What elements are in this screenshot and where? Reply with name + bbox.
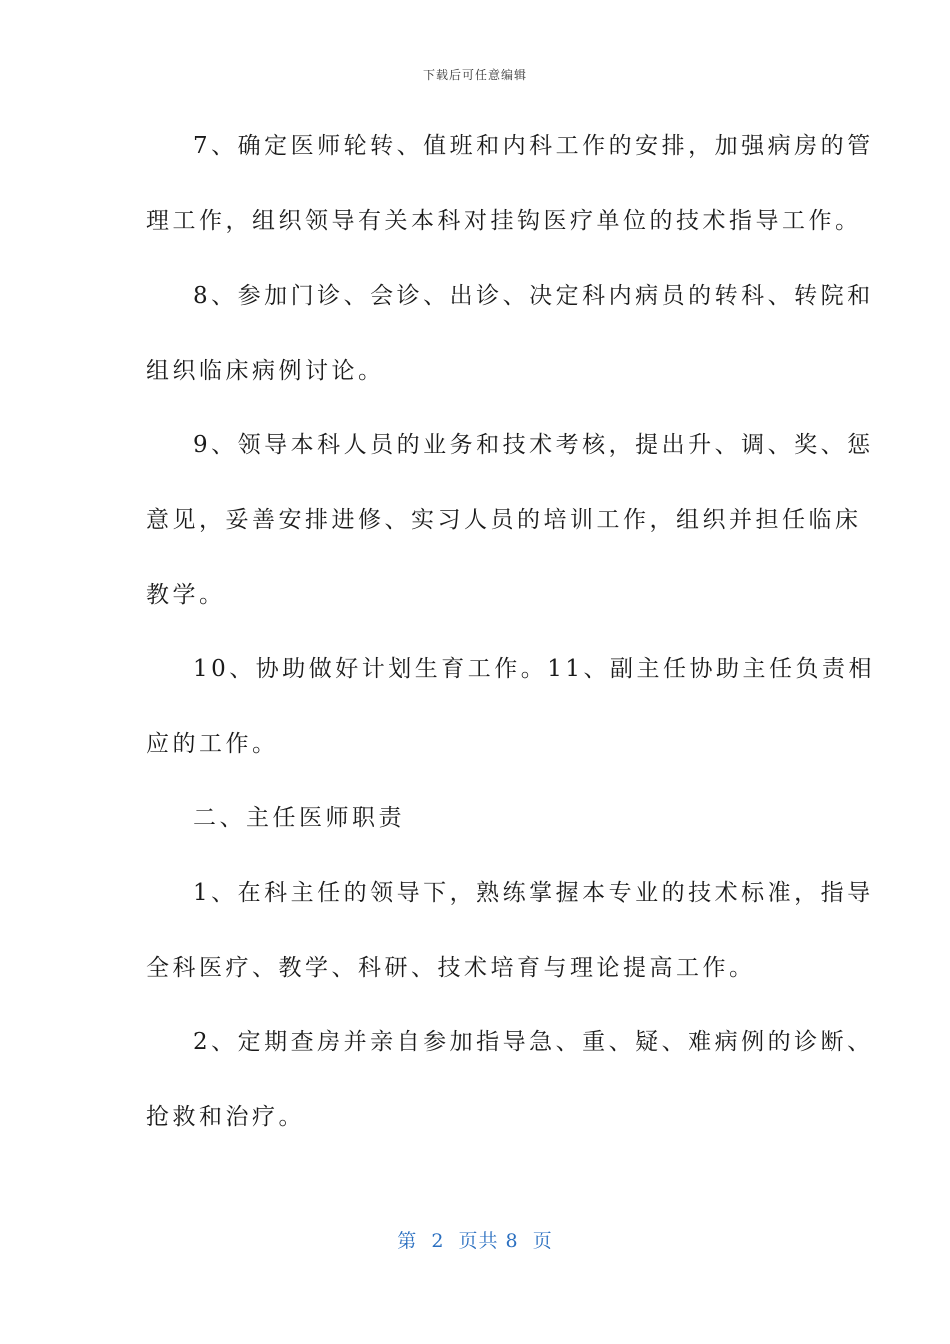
paragraph-line: 应的工作。 bbox=[146, 731, 279, 757]
paragraph-line: 7、确定医师轮转、值班和内科工作的安排，加强病房的管 bbox=[193, 133, 874, 159]
section-heading: 二、主任医师职责 bbox=[193, 805, 405, 831]
paragraph-line: 教学。 bbox=[146, 582, 226, 608]
header-note: 下载后可任意编辑 bbox=[422, 68, 527, 82]
paragraph-line: 1、在科主任的领导下，熟练掌握本专业的技术标准，指导 bbox=[193, 880, 874, 906]
paragraph-line: 9、领导本科人员的业务和技术考核，提出升、调、奖、惩 bbox=[193, 432, 874, 458]
paragraph-line: 全科医疗、教学、科研、技术培育与理论提高工作。 bbox=[146, 955, 756, 981]
page-number-footer: 第 2 页共 8 页 bbox=[397, 1230, 553, 1252]
paragraph-line: 10、协助做好计划生育工作。11、副主任协助主任负责相 bbox=[193, 656, 876, 682]
paragraph-line: 8、参加门诊、会诊、出诊、决定科内病员的转科、转院和 bbox=[193, 283, 874, 309]
paragraph-line: 理工作，组织领导有关本科对挂钩医疗单位的技术指导工作。 bbox=[146, 208, 862, 234]
paragraph-line: 抢救和治疗。 bbox=[146, 1104, 305, 1130]
paragraph-line: 意见，妥善安排进修、实习人员的培训工作，组织并担任临床 bbox=[146, 507, 862, 533]
paragraph-line: 组织临床病例讨论。 bbox=[146, 358, 385, 384]
paragraph-line: 2、定期查房并亲自参加指导急、重、疑、难病例的诊断、 bbox=[193, 1029, 874, 1055]
